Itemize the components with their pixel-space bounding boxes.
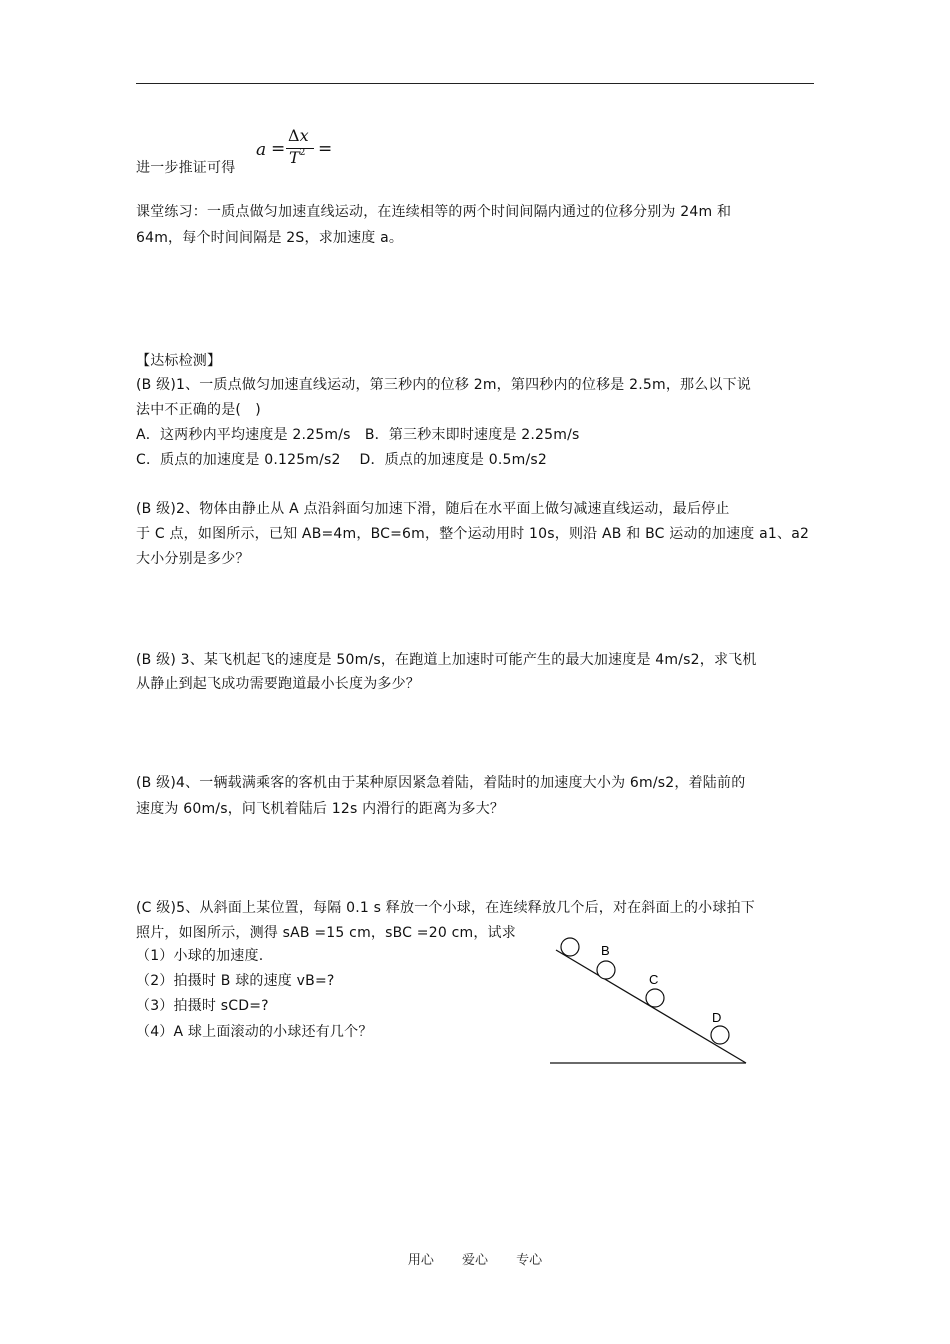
q4-line-1: (B 级)4、一辆载满乘客的客机由于某种原因紧急着陆，着陆时的加速度大小为 6m/s2，着陆前的: [136, 775, 746, 791]
q1-line-2: 法中不正确的是( ): [136, 402, 261, 418]
q5-line-1: (C 级)5、从斜面上某位置，每隔 0.1 s 释放一个小球，在连续释放几个后，对在斜面上的小球拍下: [136, 900, 755, 916]
q4-line-2: 速度为 60m/s，问飞机着陆后 12s 内滑行的距离为多大？: [136, 801, 505, 817]
q2-line-2: 于 C 点，如图所示，已知 AB=4m，BC=6m，整个运动用时 10s，则沿 AB 和 BC 运动的加速度 a1、a2: [136, 526, 810, 542]
q5-sub-3: （3）拍摄时 sCD=?: [136, 998, 269, 1014]
footer-word-2: 爱心: [461, 1253, 488, 1268]
ball-a: [561, 938, 579, 956]
label-c: C: [649, 972, 659, 987]
label-d: D: [712, 1010, 722, 1025]
q3-line-1: (B 级) 3、某飞机起飞的速度是 50m/s，在跑道上加速时可能产生的最大加速度是 4m/s2，求飞机: [136, 652, 757, 668]
page-footer: [0, 1249, 950, 1268]
section-title: 【达标检测】: [136, 353, 222, 369]
ball-d: [711, 1026, 729, 1044]
q5-sub-1: （1）小球的加速度.: [136, 948, 264, 964]
practice-line-1: 课堂练习：一质点做匀加速直线运动，在连续相等的两个时间间隔内通过的位移分别为 24m 和: [136, 204, 732, 220]
acceleration-formula: [256, 128, 346, 172]
footer-word-3: 专心: [516, 1253, 543, 1268]
derivation-prefix: 进一步推证可得: [136, 160, 236, 176]
q3-line-2: 从静止到起飞成功需要跑道最小长度为多少？: [136, 676, 420, 692]
q1-options-cd: C．质点的加速度是 0.125m/s2 D．质点的加速度是 0.5m/s2: [136, 452, 547, 468]
q2-line-3: 大小分别是多少？: [136, 551, 250, 567]
q1-options-ab: A．这两秒内平均速度是 2.25m/s B．第三秒末即时速度是 2.25m/s: [136, 427, 580, 443]
q1-line-1: (B 级)1、一质点做匀加速直线运动，第三秒内的位移 2m，第四秒内的位移是 2.5m，那么以下说: [136, 377, 752, 393]
formula-equals-end: =: [318, 139, 333, 159]
q5-line-2: 照片，如图所示，测得 sAB =15 cm，sBC =20 cm，试求: [136, 925, 516, 941]
formula-a: a: [256, 140, 267, 160]
formula-denominator: $T^2$: [289, 147, 306, 167]
footer-word-1: 用心: [407, 1253, 434, 1268]
header-rule: [136, 83, 814, 84]
ball-b: [597, 961, 615, 979]
ball-c: [646, 989, 664, 1007]
q5-sub-2: （2）拍摄时 B 球的速度 vB=?: [136, 973, 335, 989]
formula-numerator: Δx: [288, 126, 309, 145]
q5-sub-4: （4）A 球上面滚动的小球还有几个？: [136, 1024, 373, 1040]
practice-line-2: 64m，每个时间间隔是 2S，求加速度 a。: [136, 230, 404, 246]
formula-equals: =: [271, 139, 286, 159]
q2-line-1: (B 级)2、物体由静止从 A 点沿斜面匀加速下滑，随后在水平面上做匀减速直线运动，最后停止: [136, 501, 730, 517]
label-b: B: [601, 943, 610, 958]
incline-diagram: [540, 930, 760, 1072]
